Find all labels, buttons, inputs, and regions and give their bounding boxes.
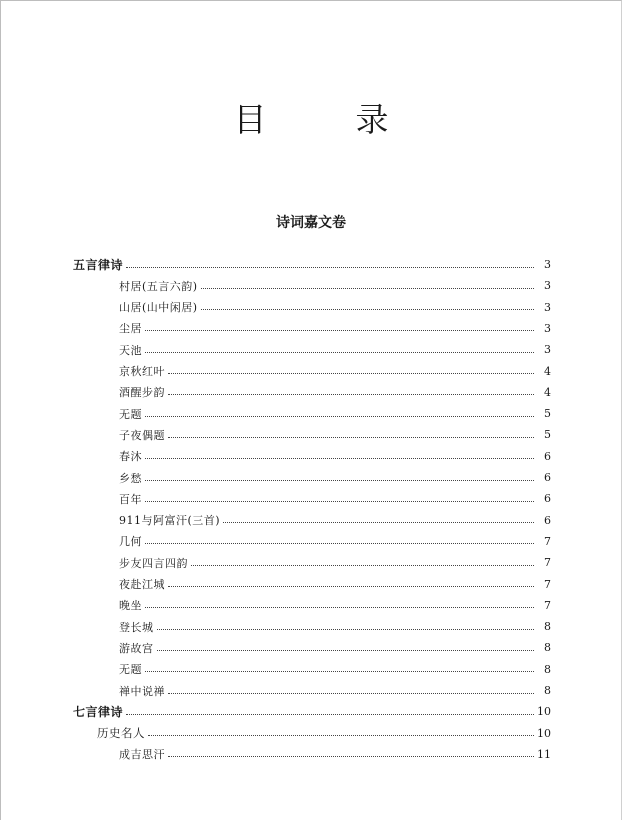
dot-leader [126, 258, 534, 268]
toc-entry-page-number: 6 [544, 449, 551, 463]
toc-entry-page-number: 5 [544, 407, 551, 421]
dot-leader [145, 321, 534, 331]
toc-entry[interactable] [119, 488, 551, 509]
toc-entry[interactable] [119, 403, 551, 424]
toc-entry[interactable] [119, 531, 551, 552]
toc-entry-page-number: 3 [544, 258, 551, 271]
toc-entry-title: 911与阿富汗(三首) [119, 514, 221, 528]
toc-entry[interactable] [119, 424, 551, 445]
dot-leader [168, 385, 534, 395]
toc-entry-page-number: 8 [544, 662, 551, 676]
dot-leader [157, 620, 535, 630]
dot-leader [168, 747, 534, 757]
toc-entry[interactable] [119, 446, 551, 467]
toc-entry-page-number: 3 [544, 343, 551, 357]
toc-entry-title: 无题 [119, 663, 142, 677]
toc-entry-page-number: 6 [544, 492, 551, 506]
dot-leader [145, 407, 534, 417]
toc-entry[interactable] [119, 361, 551, 382]
dot-leader [191, 556, 534, 566]
dot-leader [201, 279, 534, 289]
toc-entry-page-number: 6 [544, 513, 551, 527]
dot-leader [223, 513, 534, 523]
toc-entry[interactable] [97, 723, 551, 744]
section-title: 诗词嘉文卷 [276, 215, 346, 231]
toc-entry-title: 春沐 [119, 450, 142, 464]
toc-entry-page-number: 10 [537, 726, 551, 740]
dot-leader [145, 662, 534, 672]
toc-entry-title: 天池 [119, 343, 142, 357]
toc-entry-page-number: 7 [544, 534, 551, 548]
dot-leader [168, 364, 534, 374]
toc-entry-title: 乡愁 [119, 471, 142, 485]
toc-entry-title: 山居(山中闲居) [119, 301, 198, 315]
toc-entry-title: 尘居 [119, 322, 142, 336]
toc-entry-page-number: 5 [544, 428, 551, 442]
toc-entry-page-number: 3 [544, 321, 551, 335]
toc-entry-page-number: 8 [544, 684, 551, 697]
dot-leader [168, 577, 534, 587]
toc-entry-title: 几何 [119, 535, 142, 549]
toc-entry-title: 成吉思汗 [119, 748, 165, 762]
toc-entry[interactable] [119, 318, 551, 339]
toc-entry-page-number: 3 [544, 279, 551, 293]
dot-leader [145, 343, 534, 353]
toc-entry-title: 京秋红叶 [119, 365, 165, 378]
toc-entry-title: 无题 [119, 407, 142, 421]
toc-entry[interactable] [119, 339, 551, 360]
toc-entry[interactable] [119, 382, 551, 403]
toc-entry[interactable] [119, 595, 551, 616]
toc-entry[interactable] [119, 552, 551, 573]
dot-leader [145, 449, 534, 459]
toc-entry-title: 历史名人 [97, 726, 145, 741]
toc-entry-title: 子夜偶题 [119, 428, 165, 442]
toc-entry-page-number: 7 [544, 598, 551, 612]
dot-leader [145, 534, 534, 544]
dot-leader [157, 641, 535, 651]
toc-entry-title: 村居(五言六韵) [119, 279, 198, 293]
toc-entry[interactable] [119, 297, 551, 318]
toc-entry[interactable] [119, 275, 551, 296]
dot-leader [126, 705, 534, 715]
toc-entry[interactable] [73, 701, 551, 722]
toc-entry-title: 七言律诗 [73, 705, 124, 720]
toc-entry[interactable] [119, 659, 551, 680]
dot-leader [145, 471, 534, 481]
dot-leader [201, 300, 534, 310]
toc-entry-title: 百年 [119, 492, 142, 506]
dot-leader [168, 428, 534, 438]
toc-entry[interactable] [119, 616, 551, 637]
toc-entry[interactable] [119, 574, 551, 595]
dot-leader [145, 492, 534, 502]
toc-entry-title: 登长城 [119, 620, 154, 634]
toc-entry-page-number: 7 [544, 577, 551, 591]
toc-entry-page-number: 7 [544, 556, 551, 570]
dot-leader [148, 726, 534, 736]
toc-entry[interactable] [119, 510, 551, 531]
toc-entry-title: 晚坐 [119, 599, 142, 613]
toc-entry-page-number: 3 [544, 300, 551, 314]
toc-entry-title: 禅中说禅 [119, 684, 165, 698]
toc-entry-title: 夜赴江城 [119, 578, 165, 591]
toc-entry-page-number: 8 [544, 620, 551, 634]
toc-entry-page-number: 10 [537, 705, 551, 719]
toc-entry-page-number: 4 [544, 364, 551, 378]
dot-leader [145, 598, 534, 608]
toc-entry-page-number: 8 [544, 641, 551, 655]
toc-entry-page-number: 11 [537, 747, 551, 761]
toc-entry[interactable] [119, 744, 551, 765]
toc-entry[interactable] [119, 467, 551, 488]
toc-entry[interactable] [73, 254, 551, 275]
toc-entry-page-number: 4 [544, 385, 551, 399]
toc-entry-title: 酒醒步韵 [119, 386, 165, 400]
toc-entry-title: 步友四言四韵 [119, 556, 188, 570]
toc-entry[interactable] [119, 637, 551, 658]
toc-entry-page-number: 6 [544, 471, 551, 484]
toc-entry[interactable] [119, 680, 551, 701]
toc-entry-title: 游故宫 [119, 641, 154, 655]
toc-entry-title: 五言律诗 [73, 258, 124, 272]
dot-leader [168, 684, 534, 694]
page-title: 目 录 [233, 100, 417, 139]
